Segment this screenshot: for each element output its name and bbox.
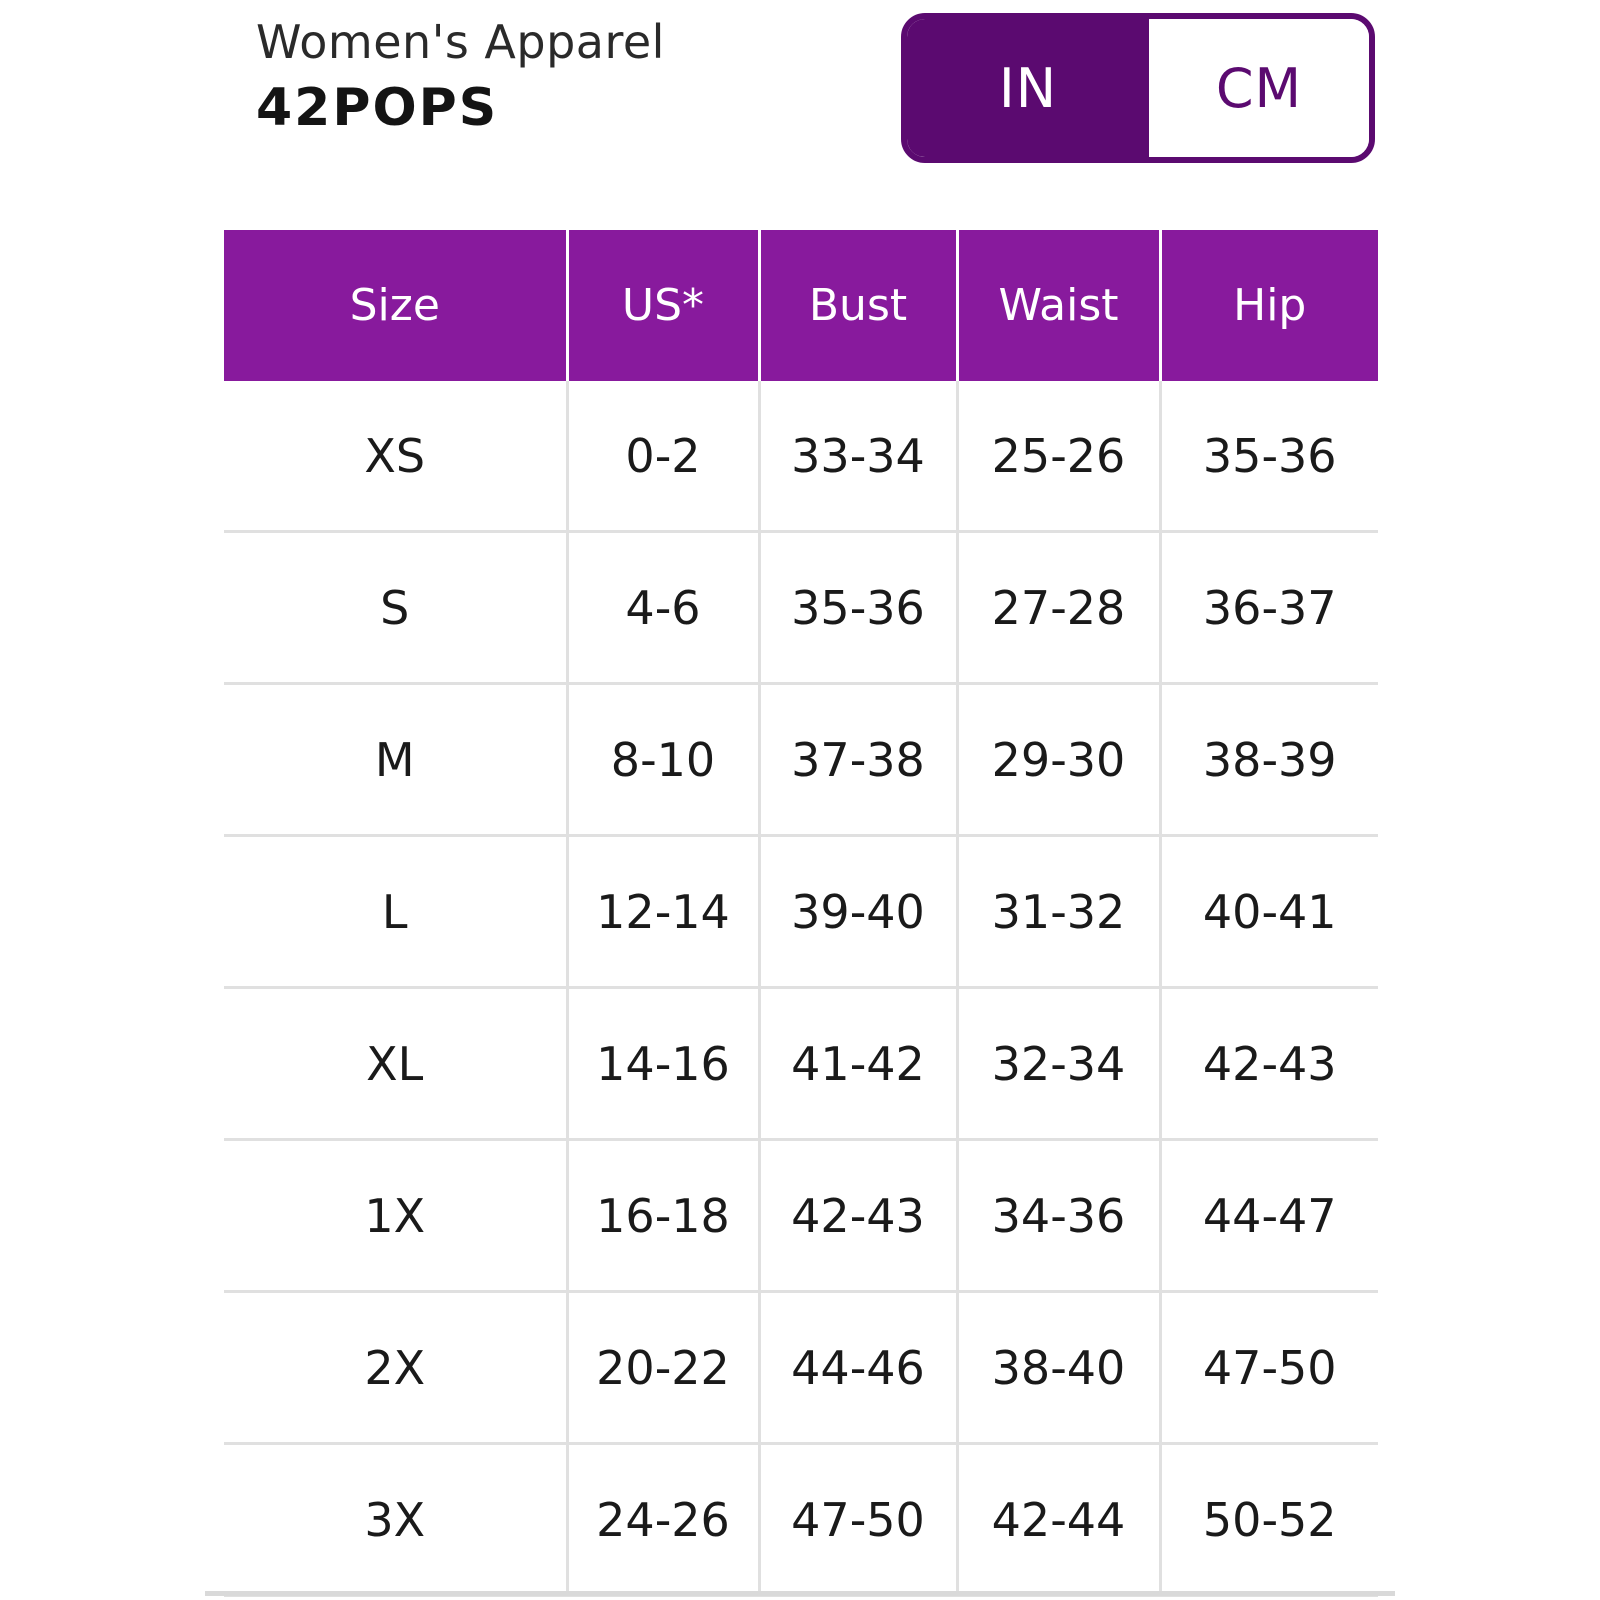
us-size-cell: 20-22 [567,1292,759,1444]
table-header-row [224,230,1378,381]
table-row [224,1292,1378,1444]
us-size-cell: 0-2 [567,381,759,532]
hip-cell: 36-37 [1160,532,1378,684]
column-header-size: Size [224,230,567,381]
bust-cell: 42-43 [759,1140,957,1292]
hip-cell: 50-52 [1160,1444,1378,1596]
waist-cell: 34-36 [957,1140,1160,1292]
table-row [224,381,1378,532]
us-size-cell: 16-18 [567,1140,759,1292]
bust-cell: 39-40 [759,836,957,988]
size-cell: S [224,532,567,684]
hip-cell: 40-41 [1160,836,1378,988]
waist-cell: 31-32 [957,836,1160,988]
us-size-cell: 12-14 [567,836,759,988]
size-cell: 3X [224,1444,567,1596]
column-header-waist: Waist [957,230,1160,381]
waist-cell: 32-34 [957,988,1160,1140]
size-cell: 1X [224,1140,567,1292]
table-row [224,532,1378,684]
hip-cell: 44-47 [1160,1140,1378,1292]
bust-cell: 44-46 [759,1292,957,1444]
brand-title: 42POPS [256,78,499,138]
column-header-us: US* [567,230,759,381]
column-header-hip: Hip [1160,230,1378,381]
bottom-divider [205,1591,1395,1596]
table-row [224,684,1378,836]
size-cell: 2X [224,1292,567,1444]
category-subtitle: Women's Apparel [256,15,665,69]
size-cell: XL [224,988,567,1140]
size-cell: M [224,684,567,836]
us-size-cell: 24-26 [567,1444,759,1596]
table-row [224,1140,1378,1292]
table-row [224,1444,1378,1596]
bust-cell: 47-50 [759,1444,957,1596]
size-cell: L [224,836,567,988]
waist-cell: 27-28 [957,532,1160,684]
unit-toggle [901,13,1375,163]
table-row [224,836,1378,988]
hip-cell: 47-50 [1160,1292,1378,1444]
us-size-cell: 4-6 [567,532,759,684]
us-size-cell: 14-16 [567,988,759,1140]
hip-cell: 42-43 [1160,988,1378,1140]
bust-cell: 35-36 [759,532,957,684]
table-row [224,988,1378,1140]
waist-cell: 29-30 [957,684,1160,836]
bust-cell: 41-42 [759,988,957,1140]
size-cell: XS [224,381,567,532]
column-header-bust: Bust [759,230,957,381]
hip-cell: 38-39 [1160,684,1378,836]
unit-in-button[interactable]: IN [907,19,1149,157]
bust-cell: 33-34 [759,381,957,532]
waist-cell: 38-40 [957,1292,1160,1444]
us-size-cell: 8-10 [567,684,759,836]
unit-cm-button[interactable]: CM [1149,19,1369,157]
waist-cell: 42-44 [957,1444,1160,1596]
size-chart-table [224,230,1378,1597]
waist-cell: 25-26 [957,381,1160,532]
bust-cell: 37-38 [759,684,957,836]
hip-cell: 35-36 [1160,381,1378,532]
